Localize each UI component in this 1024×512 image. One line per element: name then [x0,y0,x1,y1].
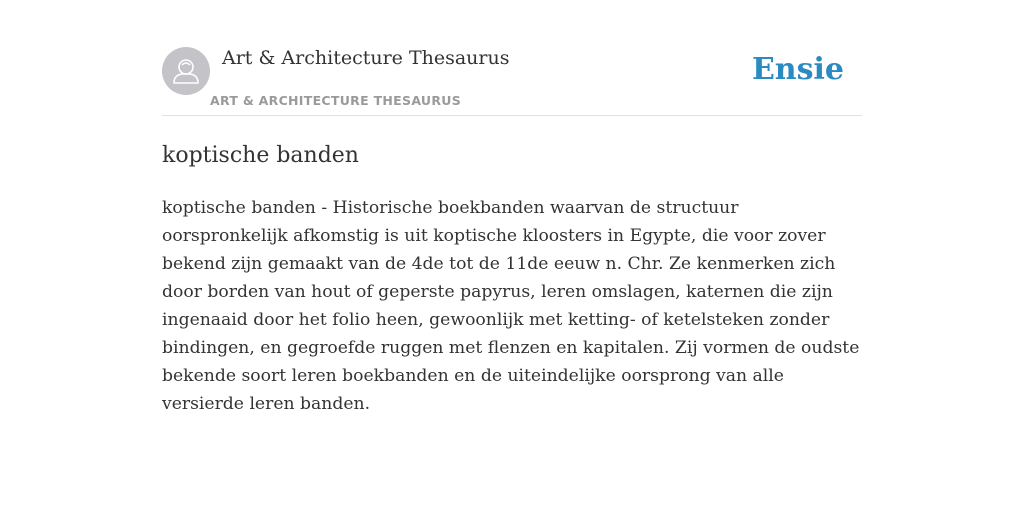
brand-logo[interactable]: Ensie [751,52,844,87]
term-title: koptische banden [162,143,359,168]
source-avatar[interactable] [162,47,210,95]
term-definition: koptische banden - Historische boekbanden waarvan de structuur oorspronkelijk afkomstig is uit koptische kloosters in Egypte, die voor zover bekend zijn gemaakt van de 4de tot de 11de eeuw n. Chr. Ze kenmerken zich door borden van hout of geperste papyrus, leren omslagen, katernen die zijn ingenaaid door het folio heen, gewoonlijk met ketting- of ketelsteken zonder bindingen, en gegroefde ruggen met flenzen en kapitalen. Zij vormen de oudste bekende soort leren boekbanden en de uiteindelijke oorsprong van alle versierde leren banden. [162,198,860,414]
page [162,0,862,418]
user-icon [162,47,210,95]
source-subtitle[interactable]: ART & ARCHITECTURE THESAURUS [210,93,462,108]
source-title[interactable]: Art & Architecture Thesaurus [222,47,510,69]
source-header [162,46,862,116]
